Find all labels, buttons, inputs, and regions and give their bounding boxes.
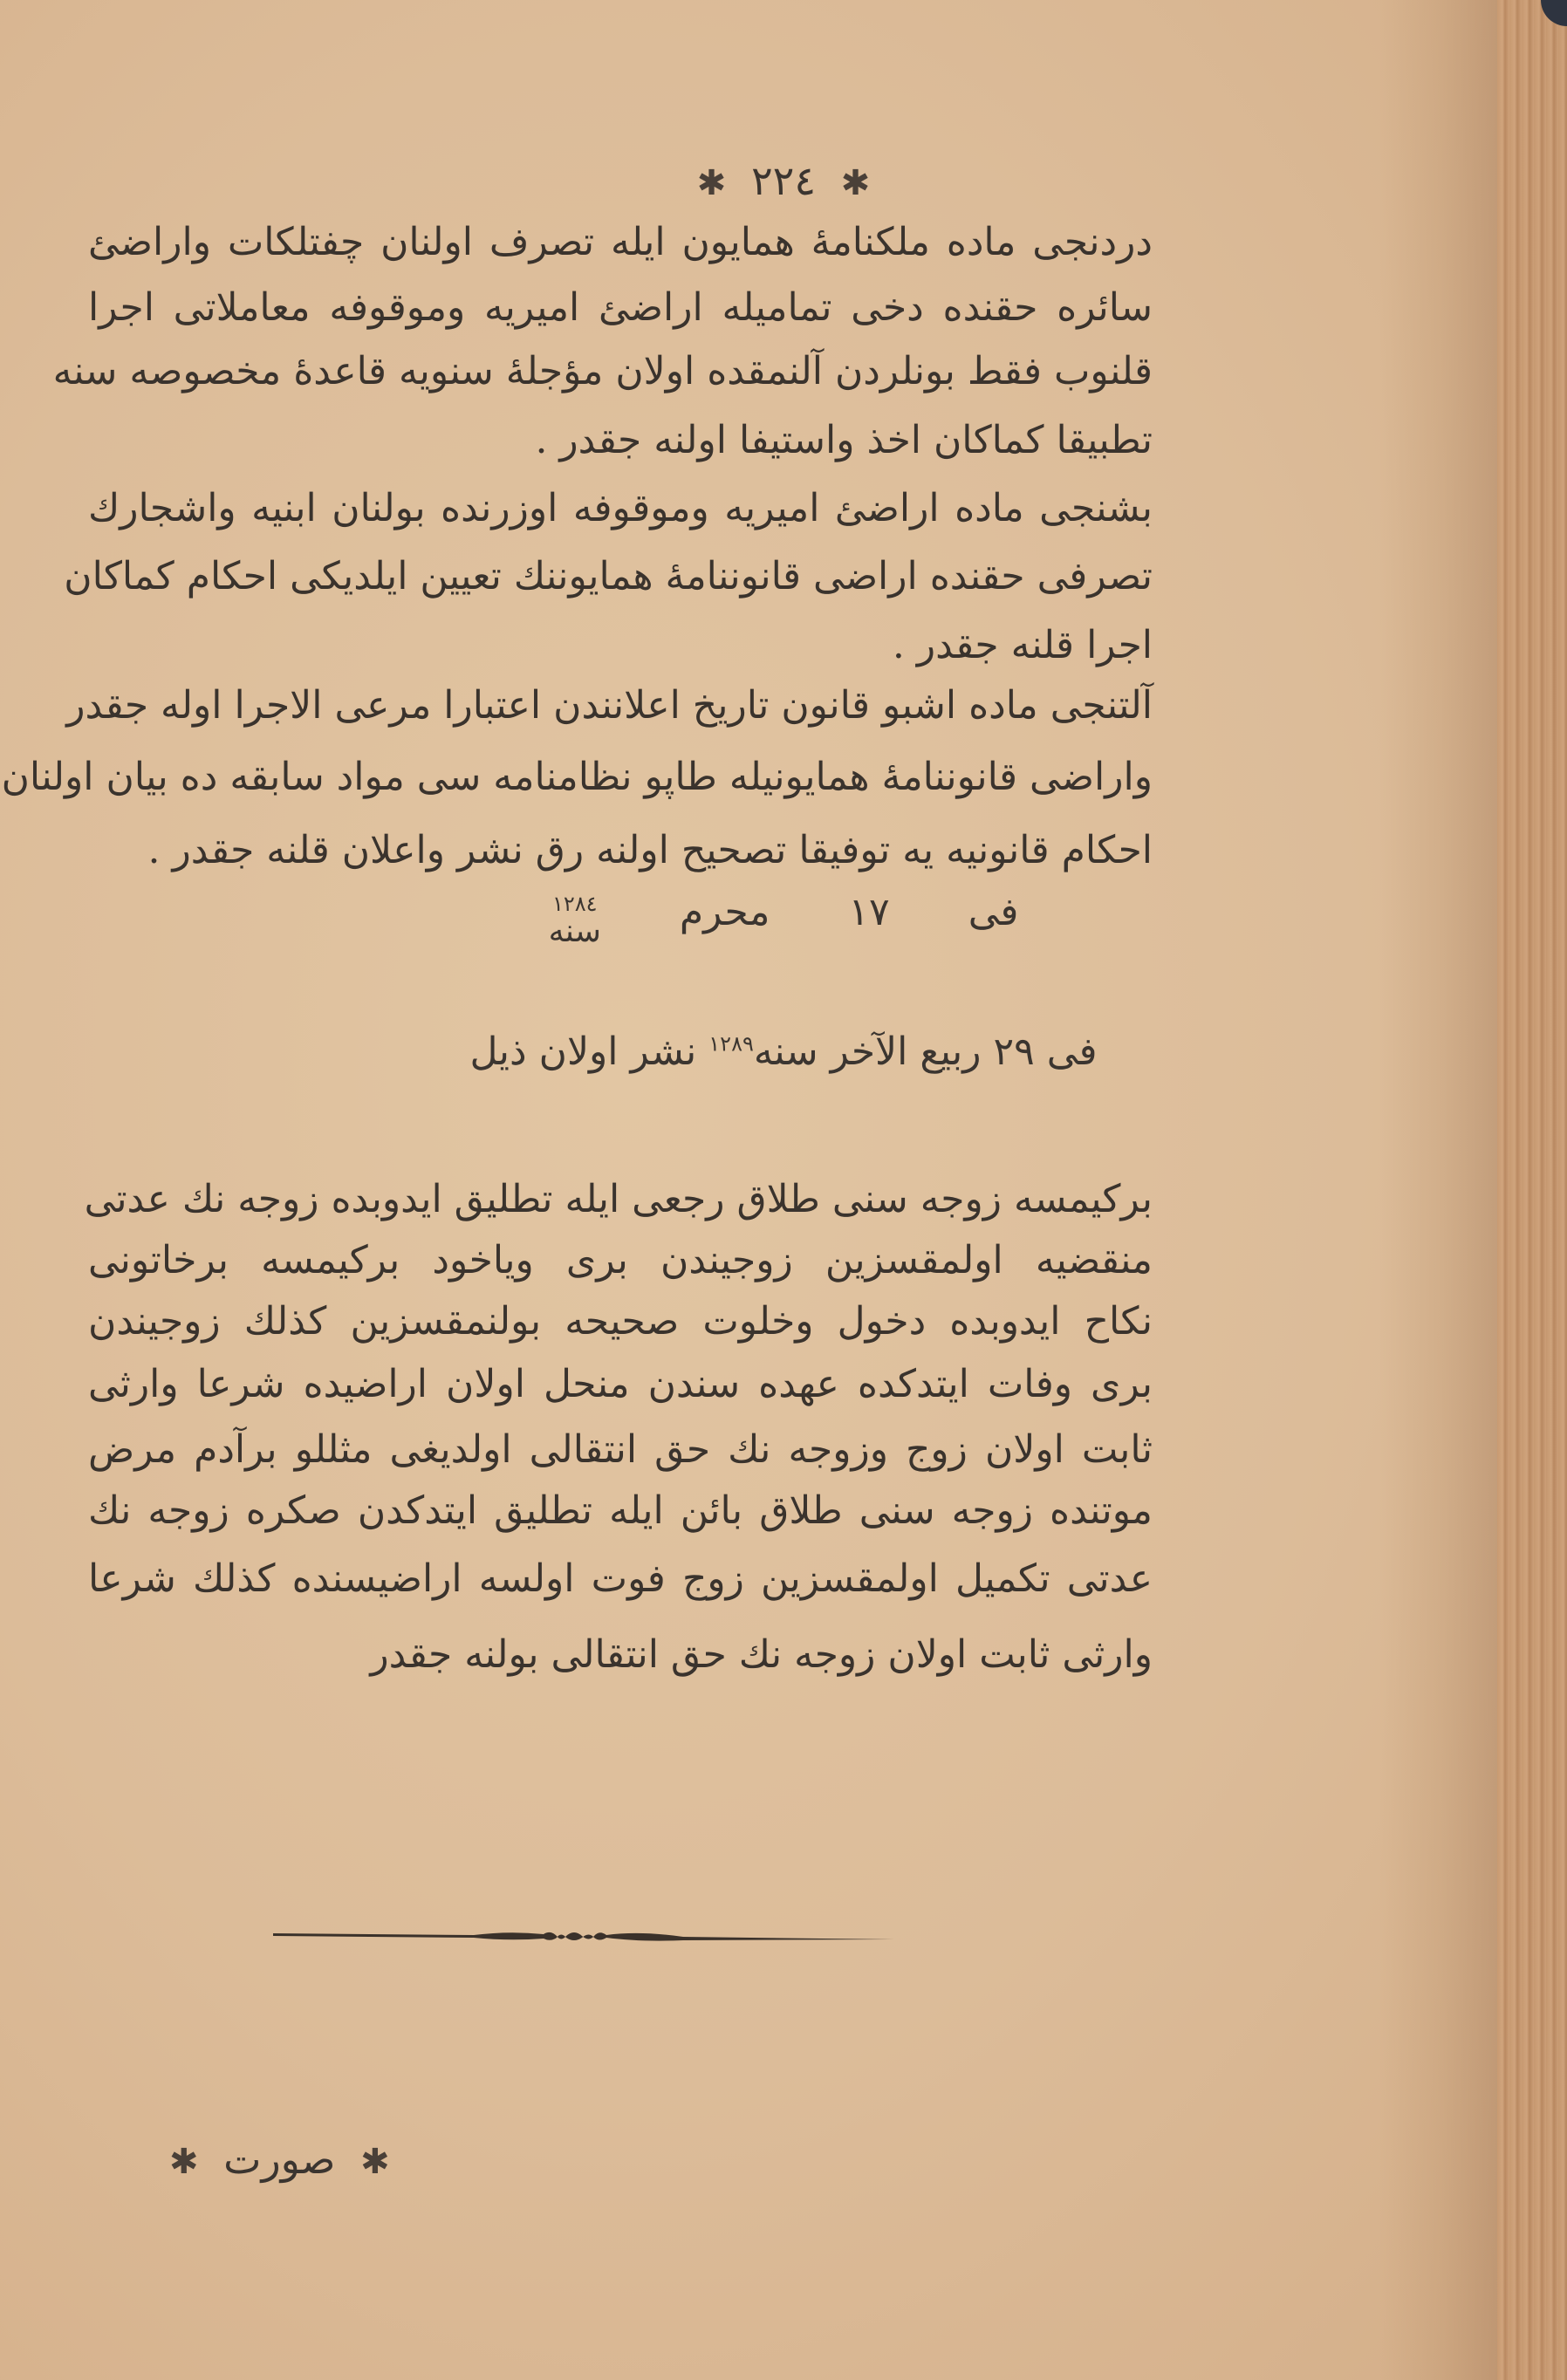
ornament-icon: ✱ (169, 2142, 199, 2182)
appendix-line-4: بری وفات ايتدكده عهده سندن منحل اولان اراضيده شرعا وارثی (88, 1362, 1153, 1406)
date-year-word: سنه (548, 913, 601, 949)
appendix-line-5: ثابت اولان زوج وزوجه نك حق انتقالی اولديغی مثللو برآدم مرض (88, 1427, 1153, 1472)
article-6-line-3: احكام قانونيه يه توفيقا تصحيح اولنه رق نشر واعلان قلنه جقدر . (147, 828, 1153, 872)
date-line (0, 890, 1567, 949)
page-number-header (0, 157, 1567, 204)
ornament-icon: ✱ (696, 163, 727, 203)
article-6-line-1: آلتنجی ماده اشبو قانون تاريخ اعلانندن اعتبارا مرعی الاجرا اوله جقدر (66, 683, 1153, 728)
appendix-line-1: بركيمسه زوجه سنی طلاق رجعی ايله تطليق ايدوبده زوجه نك عدتی (84, 1177, 1153, 1221)
heading-suffix: نشر اولان ذيل (469, 1029, 697, 1074)
appendix-line-3: نكاح ايدوبده دخول وخلوت صحيحه بولنمقسزين كذلك زوجيندن (88, 1299, 1153, 1344)
appendix-line-8: وارثی ثابت اولان زوجه نك حق انتقالی بولنه جقدر (370, 1632, 1153, 1677)
appendix-line-2: منقضيه اولمقسزين زوجيندن بری وياخود بركيمسه برخاتونی (88, 1238, 1153, 1282)
date-month: محرم (679, 890, 770, 934)
article-4-line-1: دردنجی ماده ملكنامهٔ همایون ایله تصرف اولنان چفتلكات واراضئ (88, 220, 1153, 264)
date-year-number: ١٢٨٤ (551, 892, 598, 916)
appendix-line-7: عدتی تكميل اولمقسزين زوج فوت اولسه اراضيسنده كذلك شرعا (88, 1556, 1153, 1601)
article-5-line-2: تصرفی حقنده اراضی قانوننامهٔ همايوننك تعيين ايلديكی احكام كماكان (64, 554, 1153, 598)
heading-prefix: فی ٢٩ ربيع الآخر (830, 1029, 1098, 1074)
appendix-line-6: موتنده زوجه سنی طلاق بائن ايله تطليق ايتدكدن صكره زوجه نك (88, 1488, 1153, 1533)
article-5-line-1: بشنجی ماده اراضئ اميريه وموقوفه اوزرنده بولنان ابنيه واشجارك (88, 486, 1153, 530)
catchword (157, 2136, 402, 2183)
heading-year: ١٢٨٩ (708, 1031, 754, 1057)
ornament-icon: ✱ (360, 2142, 390, 2182)
article-5-line-3: اجرا قلنه جقدر . (892, 623, 1153, 667)
article-4-line-2: سائره حقنده دخی تماميله اراضئ اميريه وموقوفه معاملاتی اجرا (88, 285, 1153, 330)
appendix-heading (0, 1029, 1567, 1074)
article-4-line-3: قلنوب فقط بونلردن آلنمقده اولان مؤجلهٔ سنويه قاعدهٔ مخصوصه سنه (52, 349, 1153, 393)
ornamental-divider (273, 1930, 894, 1942)
ornament-icon: ✱ (840, 163, 871, 203)
date-prefix: فی (968, 890, 1019, 934)
page-number: ٢٢٤ (750, 157, 817, 204)
date-year (548, 890, 601, 949)
page-edges (1497, 0, 1567, 2380)
article-4-line-4: تطبيقا كماكان اخذ واستيفا اولنه جقدر . (535, 418, 1153, 462)
article-6-line-2: واراضی قانوننامهٔ همايونيله طاپو نظامنامه سی مواد سابقه ده بيان اولنان (1, 755, 1153, 799)
catchword-text: صورت (223, 2136, 336, 2183)
date-day: ١٧ (848, 890, 890, 934)
heading-year-word: سنه (753, 1029, 818, 1074)
